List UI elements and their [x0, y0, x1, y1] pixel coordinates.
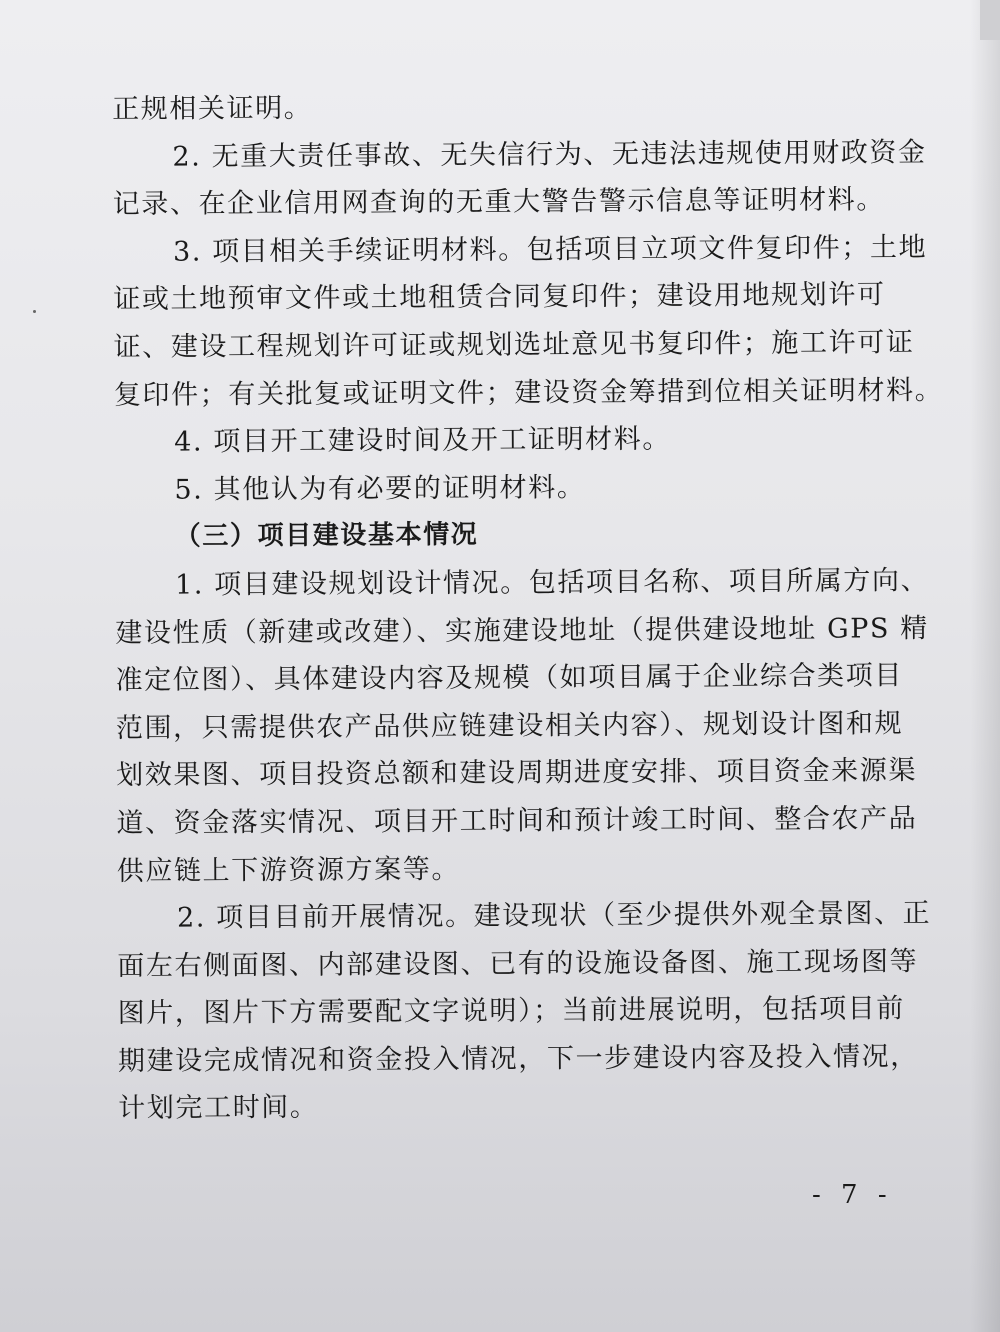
text-line: 1. 项目建设规划设计情况。包括项目名称、项目所属方向、: [174, 564, 930, 601]
paper-speck: [33, 310, 36, 313]
page-number: - 7 -: [812, 1180, 893, 1210]
document-body: [112, 81, 944, 1133]
text-line: 面左右侧面图、内部建设图、已有的设施设备图、施工现场图等: [117, 945, 919, 982]
text-line: 范围，只需提供农产品供应链建设相关内容）、规划设计图和规: [115, 707, 904, 744]
text-line: 4. 项目开工建设时间及开工证明材料。: [174, 423, 672, 458]
section-heading: （三）项目建设基本情况: [174, 520, 479, 552]
text-line: 5. 其他认为有必要的证明材料。: [174, 471, 586, 506]
text-line: 建设性质（新建或改建）、实施建设地址（提供建设地址 GPS 精: [115, 612, 929, 649]
page-corner: [980, 0, 1000, 40]
text-line: 2. 项目目前开展情况。建设现状（至少提供外观全景图、正: [176, 898, 932, 934]
text-line: 图片，图片下方需要配文字说明）；当前进展说明，包括项目前: [117, 993, 906, 1030]
text-line: 计划完工时间。: [118, 1092, 319, 1125]
text-line: 道、资金落实情况、项目开工时间和预计竣工时间、整合农产品: [116, 803, 918, 839]
text-line: 供应链上下游资源方案等。: [116, 853, 461, 887]
text-line: 划效果图、项目投资总额和建设周期进度安排、项目资金来源渠: [116, 755, 918, 792]
text-line: 期建设完成情况和资金投入情况，下一步建设内容及投入情况，: [117, 1040, 919, 1077]
text-line: 准定位图）、具体建设内容及规模（如项目属于企业综合类项目: [115, 660, 904, 697]
text-line: 2. 无重大责任事故、无失信行为、无违法违规使用财政资金: [172, 136, 927, 173]
text-line: 证或土地预审文件或土地租赁合同复印件；建设用地规划许可: [113, 279, 886, 316]
page-edge-shadow: [970, 0, 1000, 1332]
text-line: 正规相关证明。: [112, 92, 313, 125]
text-line: 3. 项目相关手续证明材料。包括项目立项文件复印件；土地: [172, 231, 928, 268]
text-line: 记录、在企业信用网查询的无重大警告警示信息等证明材料。: [112, 184, 886, 221]
text-line: 证、建设工程规划许可证或规划选址意见书复印件；施工许可证: [113, 327, 915, 363]
text-line: 复印件；有关批复或证明文件；建设资金筹措到位相关证明材料。: [113, 374, 944, 411]
